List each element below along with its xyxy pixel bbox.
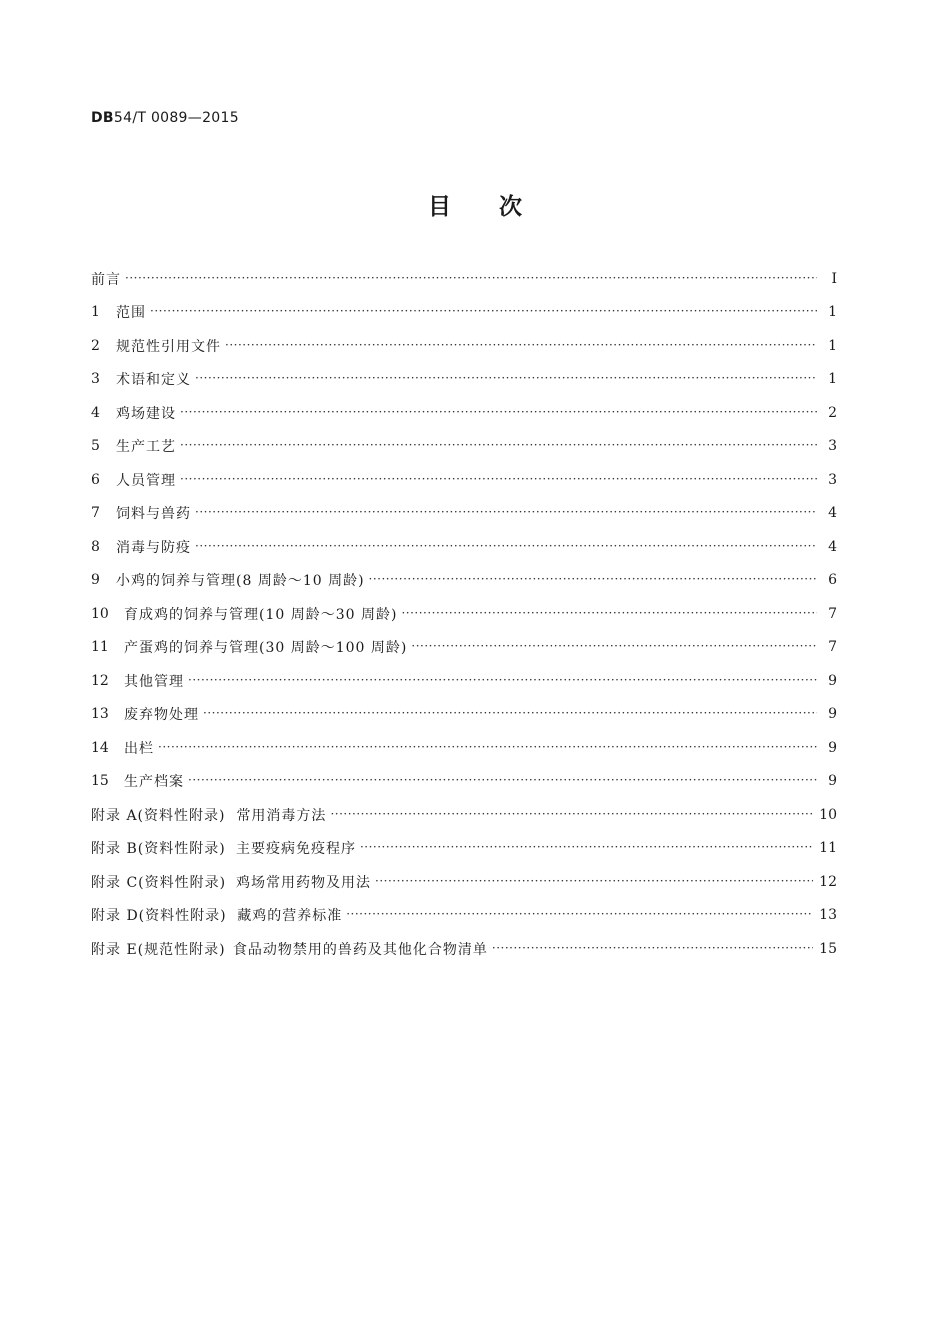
toc-entry-page: Ⅰ [831, 270, 837, 287]
toc-dot-leader [411, 639, 817, 653]
toc-dot-leader [195, 371, 817, 385]
toc-entry-label: 废弃物处理 [124, 707, 199, 724]
toc-appendix-entry[interactable] [91, 832, 837, 866]
toc-dot-leader [180, 438, 817, 452]
toc-entry-number: 12 [91, 672, 109, 689]
toc-entry-number: 1 [91, 304, 100, 321]
toc-dot-leader [150, 304, 817, 318]
toc-appendix-label: 主要疫病免疫程序 [235, 841, 356, 858]
toc-entry-page: 1 [828, 337, 837, 354]
toc-entry-page: 2 [828, 404, 837, 421]
toc-appendix-page: 15 [819, 940, 837, 957]
toc-entry-number: 14 [91, 739, 109, 756]
toc-entry[interactable] [91, 698, 837, 732]
toc-entry-label: 出栏 [124, 740, 154, 757]
toc-appendix-page: 11 [819, 840, 837, 857]
toc-appendix-prefix: 附录 E(规范性附录) [91, 941, 226, 958]
toc-dot-leader [195, 505, 817, 519]
toc-entry-label: 生产工艺 [116, 439, 176, 456]
toc-dot-leader [401, 606, 817, 620]
toc-dot-leader [180, 472, 817, 486]
toc-dot-leader [330, 807, 813, 821]
toc-entry[interactable] [91, 597, 837, 631]
toc-entry-page: 9 [828, 773, 837, 790]
toc-appendix-entry[interactable] [91, 865, 837, 899]
toc-entry[interactable] [91, 396, 837, 430]
toc-dot-leader [360, 840, 813, 854]
toc-entry-label: 产蛋鸡的饲养与管理(30 周龄～100 周龄) [124, 640, 408, 657]
toc-dot-leader [188, 673, 817, 687]
toc-entry-label: 育成鸡的饲养与管理(10 周龄～30 周龄) [124, 606, 398, 623]
toc-entry[interactable] [91, 329, 837, 363]
toc-appendix-prefix: 附录 C(资料性附录) [91, 874, 227, 891]
document-code [91, 110, 239, 126]
toc-appendix-prefix: 附录 A(资料性附录) [91, 807, 226, 824]
toc-entry-number: 8 [91, 538, 100, 555]
table-of-contents [91, 262, 837, 966]
toc-appendix-label: 食品动物禁用的兽药及其他化合物清单 [232, 941, 488, 958]
toc-dot-leader [375, 874, 813, 888]
toc-entry-number: 10 [91, 605, 109, 622]
toc-entry[interactable] [91, 765, 837, 799]
toc-dot-leader [195, 539, 817, 553]
toc-entry-page: 4 [828, 505, 837, 522]
toc-entry-label: 术语和定义 [116, 372, 191, 389]
toc-entry[interactable] [91, 296, 837, 330]
toc-dot-leader [369, 572, 817, 586]
toc-entry[interactable] [91, 530, 837, 564]
toc-entry-label: 饲料与兽药 [116, 506, 191, 523]
toc-entry[interactable] [91, 363, 837, 397]
toc-dot-leader [158, 740, 817, 754]
toc-entry[interactable] [91, 430, 837, 464]
toc-dot-leader [125, 271, 817, 285]
toc-entry-page: 6 [828, 572, 837, 589]
toc-entry[interactable] [91, 731, 837, 765]
toc-appendix-label: 常用消毒方法 [236, 807, 327, 824]
toc-entry-number: 5 [91, 438, 100, 455]
toc-entry-label: 范围 [116, 305, 146, 322]
toc-entry[interactable] [91, 564, 837, 598]
toc-dot-leader [225, 338, 817, 352]
toc-entry-page: 7 [828, 639, 837, 656]
toc-entry-page: 9 [828, 672, 837, 689]
toc-entry[interactable] [91, 262, 837, 296]
toc-entry[interactable] [91, 463, 837, 497]
toc-entry-number: 6 [91, 471, 100, 488]
toc-entry-page: 9 [828, 706, 837, 723]
toc-entry-label: 前言 [91, 271, 121, 288]
toc-entry-number: 4 [91, 404, 100, 421]
toc-appendix-page: 13 [819, 907, 837, 924]
toc-dot-leader [492, 941, 813, 955]
toc-entry-label: 消毒与防疫 [116, 539, 191, 556]
toc-entry[interactable] [91, 664, 837, 698]
toc-entry-page: 3 [828, 471, 837, 488]
toc-entry-page: 7 [828, 605, 837, 622]
toc-entry-page: 1 [828, 304, 837, 321]
toc-entry-label: 其他管理 [124, 673, 184, 690]
toc-entry[interactable] [91, 631, 837, 665]
toc-entry-number: 3 [91, 371, 100, 388]
toc-appendix-prefix: 附录 B(资料性附录) [91, 841, 226, 858]
toc-entry-number: 13 [91, 706, 109, 723]
toc-appendix-page: 10 [819, 806, 837, 823]
toc-entry-label: 生产档案 [124, 774, 184, 791]
toc-dot-leader [346, 907, 813, 921]
toc-entry-label: 小鸡的饲养与管理(8 周龄～10 周龄) [116, 573, 365, 590]
document-code-prefix: DB [91, 110, 114, 126]
toc-dot-leader [188, 773, 817, 787]
toc-entry-label: 规范性引用文件 [116, 338, 221, 355]
toc-entry-page: 9 [828, 739, 837, 756]
toc-entry-page: 4 [828, 538, 837, 555]
toc-entry-number: 2 [91, 337, 100, 354]
toc-appendix-entry[interactable] [91, 798, 837, 832]
toc-appendix-label: 鸡场常用药物及用法 [236, 874, 372, 891]
page-title: 目次 [428, 194, 570, 220]
toc-entry-number: 9 [91, 572, 100, 589]
toc-appendix-entry[interactable] [91, 932, 837, 966]
toc-entry-label: 人员管理 [116, 472, 176, 489]
toc-entry[interactable] [91, 497, 837, 531]
toc-entry-number: 15 [91, 773, 109, 790]
toc-entry-label: 鸡场建设 [116, 405, 176, 422]
toc-appendix-prefix: 附录 D(资料性附录) [91, 908, 227, 925]
toc-dot-leader [203, 706, 817, 720]
toc-appendix-page: 12 [819, 873, 837, 890]
toc-entry-number: 11 [91, 639, 109, 656]
document-code-number: 54/T 0089—2015 [113, 110, 239, 126]
toc-entry-page: 3 [828, 438, 837, 455]
toc-appendix-label: 藏鸡的营养标准 [237, 908, 343, 925]
toc-entry-number: 7 [91, 505, 100, 522]
toc-appendix-entry[interactable] [91, 899, 837, 933]
toc-entry-page: 1 [828, 371, 837, 388]
toc-dot-leader [180, 405, 817, 419]
